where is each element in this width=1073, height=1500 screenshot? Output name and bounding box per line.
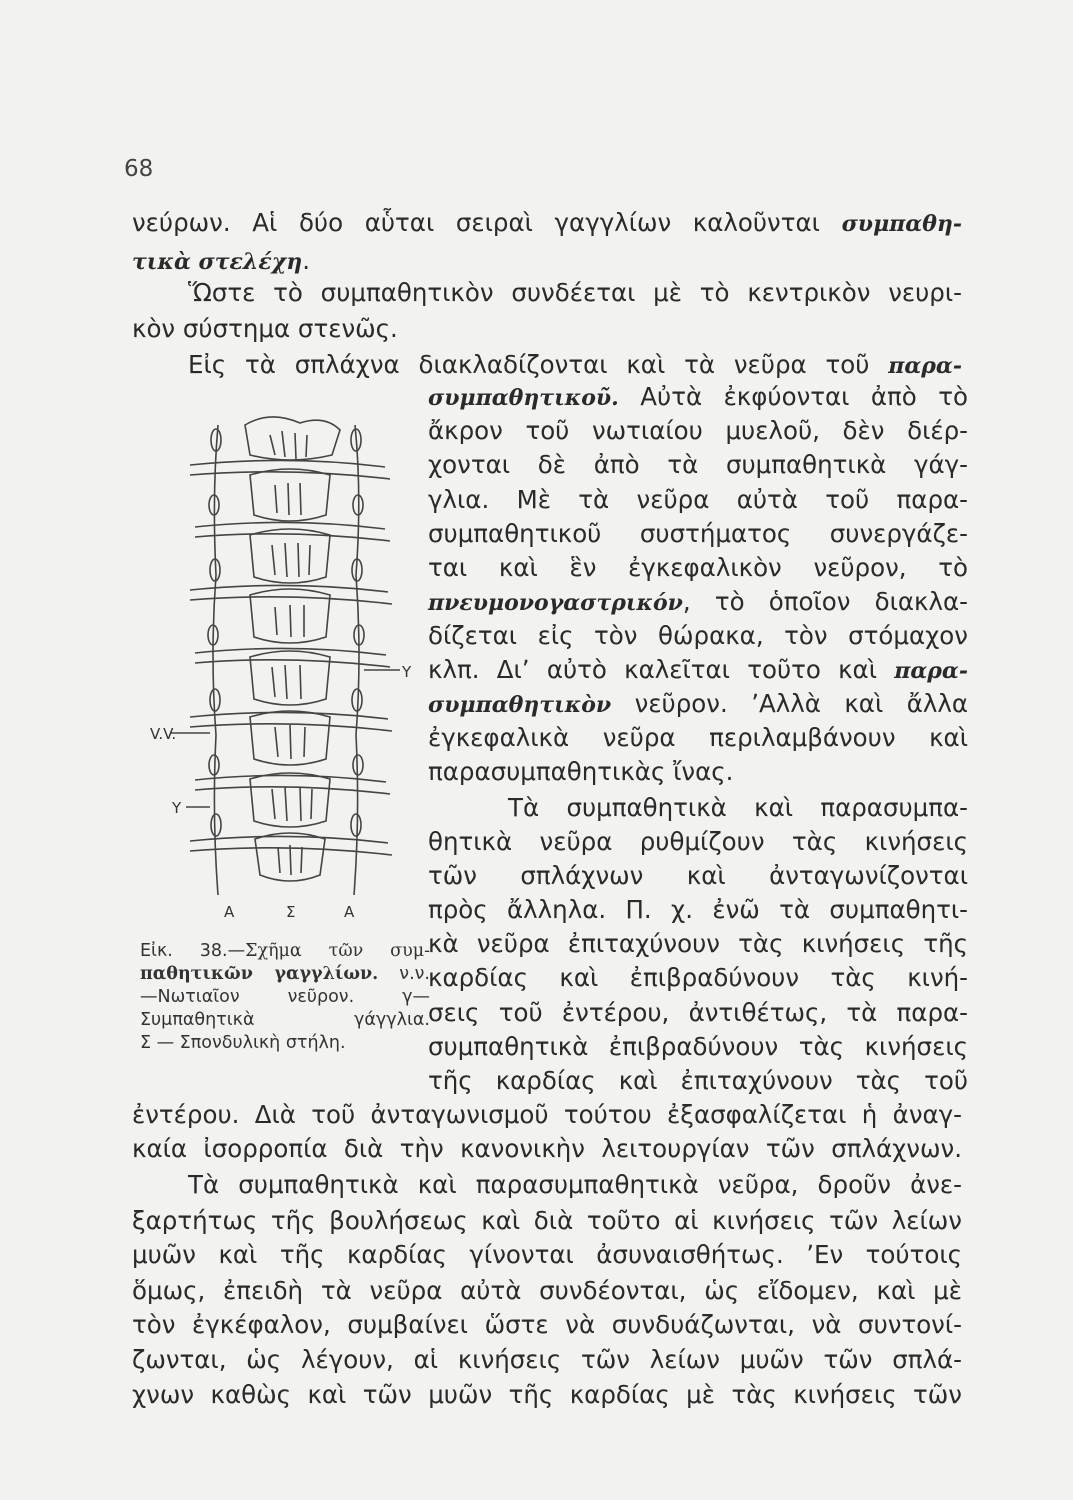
- text-line: [428, 587, 968, 618]
- text-line: [132, 350, 962, 381]
- text-line: ἐγκεφαλικὰ νεῦρα περιλαμβάνουν καὶ: [428, 723, 968, 752]
- emphasis-term: παρα-: [894, 658, 968, 684]
- emphasis-term: συμπαθητικὸν: [428, 692, 612, 718]
- text-line: τῶν σπλάχνων καὶ ἀνταγωνίζονται: [428, 861, 968, 890]
- text-span: κλπ. Διʼ αὐτὸ καλεῖται τοῦτο καὶ: [428, 655, 895, 684]
- text-span: νεύρων. Αἱ δύο αὗται σειραὶ γαγγλίων καλοῦνται: [132, 208, 842, 237]
- text-line: [132, 208, 962, 239]
- text-line: θητικὰ νεῦρα ρυθμίζουν τὰς κινήσεις: [428, 827, 968, 856]
- text-line: δίζεται εἰς τὸν θώρακα, τὸν στόμαχον: [428, 621, 968, 650]
- caption-line: Σ — Σπονδυλικὴ στήλη.: [140, 1033, 346, 1053]
- text-line: χνων καθὼς καὶ τῶν μυῶν τῆς καρδίας μὲ τὰς κινήσεις τῶν: [132, 1380, 962, 1409]
- text-line: ἐντέρου. Διὰ τοῦ ἀνταγωνισμοῦ τούτου ἐξασφαλίζεται ἡ ἀναγ-: [132, 1100, 962, 1129]
- text-line: γλια. Μὲ τὰ νεῦρα αὐτὰ τοῦ παρα-: [428, 485, 968, 514]
- caption-line: —Νωτιαῖον νεῦρον. γ—: [140, 987, 430, 1007]
- emphasis-term: τικὰ στελέχη: [132, 249, 303, 275]
- emphasis-term: συμπαθητικοῦ.: [428, 385, 619, 411]
- text-line: ται καὶ ἓν ἐγκεφαλικὸν νεῦρον, τὸ: [428, 553, 968, 582]
- label-vv: V.V.: [150, 725, 177, 743]
- label-y-right: Y: [402, 663, 412, 681]
- emphasis-term: πνευμονογαστρικόν: [428, 590, 683, 616]
- label-bottom-a-left: Α: [224, 903, 235, 921]
- caption-line: [140, 963, 430, 986]
- text-line: παρασυμπαθητικὰς ἴνας.: [428, 757, 734, 786]
- text-line: τῆς καρδίας καὶ ἐπιταχύνουν τὰς τοῦ: [428, 1066, 968, 1095]
- caption-text: ν.ν.: [378, 964, 430, 984]
- text-span: Αὐτὰ ἐκφύονται ἀπὸ τὸ: [618, 382, 968, 411]
- text-span: , τὸ ὁποῖον διακλα-: [682, 587, 968, 616]
- text-line: [132, 246, 962, 277]
- text-span: Εἰς τὰ σπλάχνα διακλαδίζονται καὶ τὰ νεῦρα τοῦ: [188, 350, 889, 379]
- text-line: μυῶν καὶ τῆς καρδίας γίνονται ἀσυναισθήτως. ʼΕν τούτοις: [132, 1240, 962, 1269]
- text-line: χονται δὲ ἀπὸ τὰ συμπαθητικὰ γάγ-: [428, 450, 968, 479]
- figure-caption: [140, 940, 430, 1055]
- text-line: ὅμως, ἐπειδὴ τὰ νεῦρα αὐτὰ συνδέονται, ὡς εἴδομεν, καὶ μὲ: [132, 1276, 962, 1305]
- text-line: κὸν σύστημα στενῶς.: [132, 314, 398, 343]
- text-line: ζωνται, ὡς λέγουν, αἱ κινήσεις τῶν λείων μυῶν τῶν σπλά-: [132, 1345, 962, 1374]
- text-line: καρδίας καὶ ἐπιβραδύνουν τὰς κινή-: [428, 963, 968, 992]
- text-span: .: [302, 246, 310, 275]
- emphasis-term: συμπαθη-: [841, 211, 962, 237]
- text-line: [428, 655, 968, 686]
- text-line: συμπαθητικὰ ἐπιβραδύνουν τὰς κινήσεις: [428, 1032, 968, 1061]
- text-line: ξαρτήτως τῆς βουλήσεως καὶ διὰ τοῦτο αἱ κινήσεις τῶν λείων: [132, 1206, 962, 1235]
- spine-ganglia-illustration: [150, 395, 425, 935]
- spinal-nerves: [190, 460, 392, 855]
- text-span: νεῦρον. ʼΑλλὰ καὶ ἄλλα: [611, 689, 968, 718]
- sympathetic-chain-right: [351, 425, 364, 895]
- text-line: πρὸς ἄλληλα. Π. χ. ἐνῶ τὰ συμπαθητι-: [428, 895, 968, 924]
- text-line: [428, 689, 968, 720]
- label-bottom-sigma: Σ: [286, 903, 296, 921]
- text-line: Τὰ συμπαθητικὰ καὶ παρασυμπαθητικὰ νεῦρα, δροῦν ἀνε-: [188, 1170, 962, 1199]
- caption-line: Συμπαθητικὰ γάγγλια.: [140, 1010, 430, 1030]
- text-line: κὰ νεῦρα ἐπιταχύνουν τὰς κινήσεις τῆς: [428, 929, 968, 958]
- caption-label: Εἰκ. 38.—: [140, 941, 246, 961]
- text-line: συμπαθητικοῦ συστήματος συνεργάζε-: [428, 519, 968, 548]
- caption-text: Σχῆμα τῶν συμ-: [245, 941, 430, 961]
- caption-line: [140, 940, 430, 963]
- page-number: 68: [124, 156, 154, 182]
- sympathetic-chain-left: [208, 425, 221, 895]
- text-line: τὸν ἐγκέφαλον, συμβαίνει ὥστε νὰ συνδυάζωνται, νὰ συντονί-: [132, 1310, 962, 1339]
- text-line: Τὰ συμπαθητικὰ καὶ παρασυμπα-: [508, 793, 968, 822]
- label-bottom-a-right: Α: [344, 903, 355, 921]
- text-line: ἄκρον τοῦ νωτιαίου μυελοῦ, δὲν διέρ-: [428, 416, 968, 445]
- text-line: σεις τοῦ ἐντέρου, ἀντιθέτως, τὰ παρα-: [428, 998, 968, 1027]
- caption-text: παθητικῶν γαγγλίων.: [140, 964, 379, 984]
- label-y-left: Y: [172, 799, 182, 817]
- text-line: Ὥστε τὸ συμπαθητικὸν συνδέεται μὲ τὸ κεντρικὸν νευρι-: [188, 278, 962, 307]
- text-line: [428, 382, 968, 413]
- emphasis-term: παρα-: [888, 353, 962, 379]
- text-line: καία ἰσορροπία διὰ τὴν κανονικὴν λειτουργίαν τῶν σπλάχνων.: [132, 1134, 962, 1163]
